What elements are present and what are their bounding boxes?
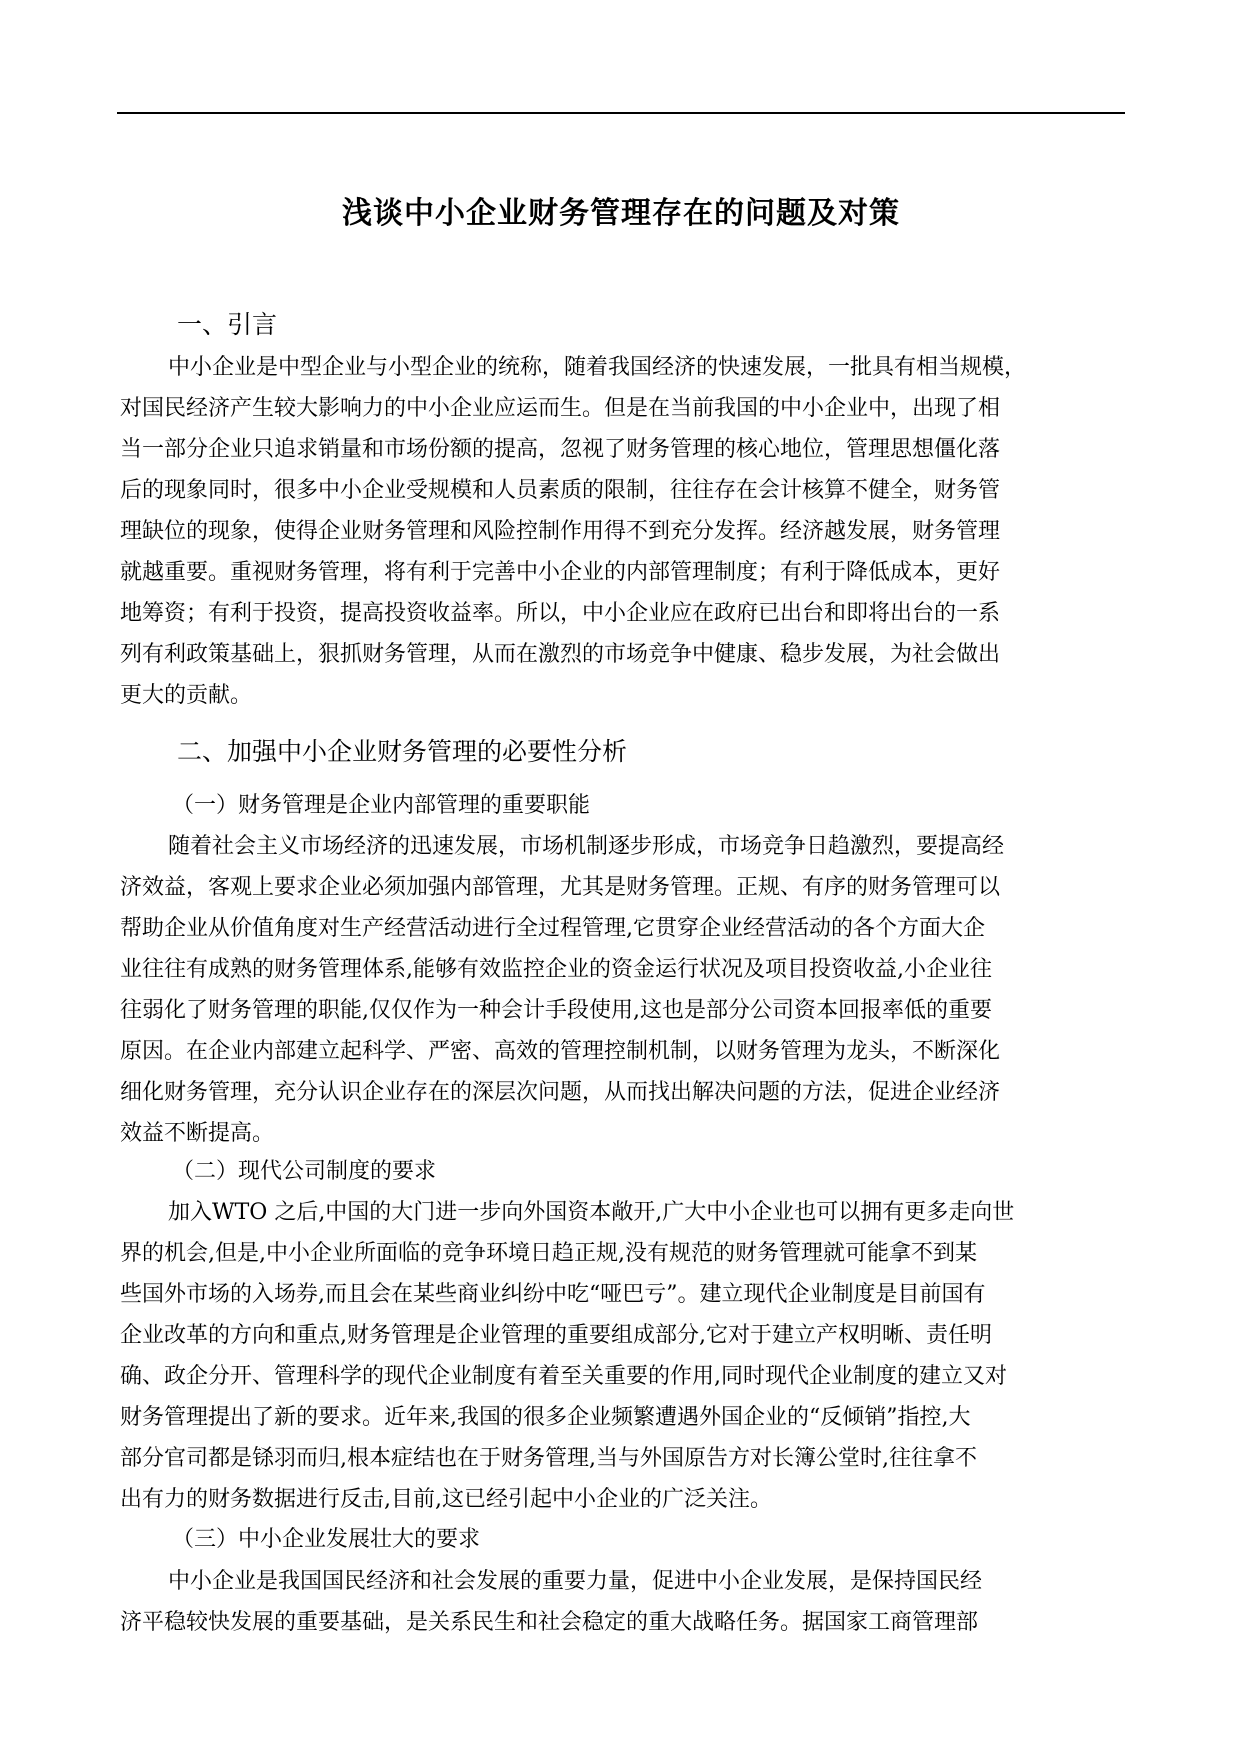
paragraph-line: 原因。在企业内部建立起科学、严密、高效的管理控制机制，以财务管理为龙头，不断深化 xyxy=(120,1039,1001,1064)
subsection-heading-3: （三）中小企业发展壮大的要求 xyxy=(172,1527,481,1552)
paragraph-line: 地筹资；有利于投资，提高投资收益率。所以，中小企业应在政府已出台和即将出台的一系 xyxy=(120,601,1001,626)
subsection-body-1 xyxy=(120,826,1120,1154)
paragraph-line: 企业改革的方向和重点,财务管理是企业管理的重要组成部分,它对于建立产权明晰、责任明 xyxy=(120,1323,992,1348)
paragraph-line: 部分官司都是铩羽而归,根本症结也在于财务管理,当与外国原告方对长簿公堂时,往往拿不 xyxy=(120,1446,977,1471)
section-body-intro xyxy=(120,347,1120,716)
subsection-heading-1: （一）财务管理是企业内部管理的重要职能 xyxy=(172,793,591,818)
paragraph-line: 理缺位的现象，使得企业财务管理和风险控制作用得不到充分发挥。经济越发展，财务管理 xyxy=(120,519,1001,544)
paragraph-line: 业往往有成熟的财务管理体系,能够有效监控企业的资金运行状况及项目投资收益,小企业往 xyxy=(120,957,992,982)
paragraph-line: 帮助企业从价值角度对生产经营活动进行全过程管理,它贯穿企业经营活动的各个方面大企 xyxy=(120,916,985,941)
paragraph-line: 就越重要。重视财务管理，将有利于完善中小企业的内部管理制度；有利于降低成本，更好 xyxy=(120,560,1001,585)
paragraph-line: 对国民经济产生较大影响力的中小企业应运而生。但是在当前我国的中小企业中，出现了相 xyxy=(120,396,1001,421)
paragraph-line: 财务管理提出了新的要求。近年来,我国的很多企业频繁遭遇外国企业的“反倾销”指控,大 xyxy=(120,1405,971,1430)
section-heading-necessity: 二、加强中小企业财务管理的必要性分析 xyxy=(177,737,628,766)
paragraph-line: 确、政企分开、管理科学的现代企业制度有着至关重要的作用,同时现代企业制度的建立又对 xyxy=(120,1364,1007,1389)
page-title: 浅谈中小企业财务管理存在的问题及对策 xyxy=(342,196,900,231)
paragraph-line: 往弱化了财务管理的职能,仅仅作为一种会计手段使用,这也是部分公司资本回报率低的重要 xyxy=(120,998,992,1023)
paragraph-line: 更大的贡献。 xyxy=(120,683,253,708)
paragraph-line: 些国外市场的入场券,而且会在某些商业纠纷中吃“哑巴亏”。建立现代企业制度是目前国有 xyxy=(120,1282,986,1307)
paragraph-line: 中小企业是我国国民经济和社会发展的重要力量，促进中小企业发展，是保持国民经 xyxy=(168,1569,983,1594)
paragraph-line: 中小企业是中型企业与小型企业的统称，随着我国经济的快速发展，一批具有相当规模， xyxy=(168,355,1027,380)
paragraph-line: 济平稳较快发展的重要基础，是关系民生和社会稳定的重大战略任务。据国家工商管理部 xyxy=(120,1610,979,1635)
header-rule xyxy=(117,112,1125,114)
paragraph-line: 后的现象同时，很多中小企业受规模和人员素质的限制，往往存在会计核算不健全，财务管 xyxy=(120,478,1001,503)
paragraph-line: 出有力的财务数据进行反击,目前,这已经引起中小企业的广泛关注。 xyxy=(120,1487,772,1512)
paragraph-line: 加入WTO 之后,中国的大门进一步向外国资本敞开,广大中小企业也可以拥有更多走向世 xyxy=(168,1200,1015,1225)
paragraph-line: 效益不断提高。 xyxy=(120,1121,275,1146)
paragraph-line: 细化财务管理，充分认识企业存在的深层次问题，从而找出解决问题的方法，促进企业经济 xyxy=(120,1080,1001,1105)
paragraph-line: 列有利政策基础上，狠抓财务管理，从而在激烈的市场竞争中健康、稳步发展，为社会做出 xyxy=(120,642,1001,667)
subsection-body-3 xyxy=(120,1561,1120,1643)
paragraph-line: 界的机会,但是,中小企业所面临的竞争环境日趋正规,没有规范的财务管理就可能拿不到某 xyxy=(120,1241,977,1266)
subsection-heading-2: （二）现代公司制度的要求 xyxy=(172,1159,437,1184)
paragraph-line: 随着社会主义市场经济的迅速发展，市场机制逐步形成，市场竞争日趋激烈，要提高经 xyxy=(168,834,1005,859)
paragraph-line: 济效益，客观上要求企业必须加强内部管理，尤其是财务管理。正规、有序的财务管理可以 xyxy=(120,875,1001,900)
section-heading-intro: 一、引言 xyxy=(177,310,278,339)
subsection-body-2 xyxy=(120,1192,1120,1520)
paragraph-line: 当一部分企业只追求销量和市场份额的提高，忽视了财务管理的核心地位，管理思想僵化落 xyxy=(120,437,1001,462)
